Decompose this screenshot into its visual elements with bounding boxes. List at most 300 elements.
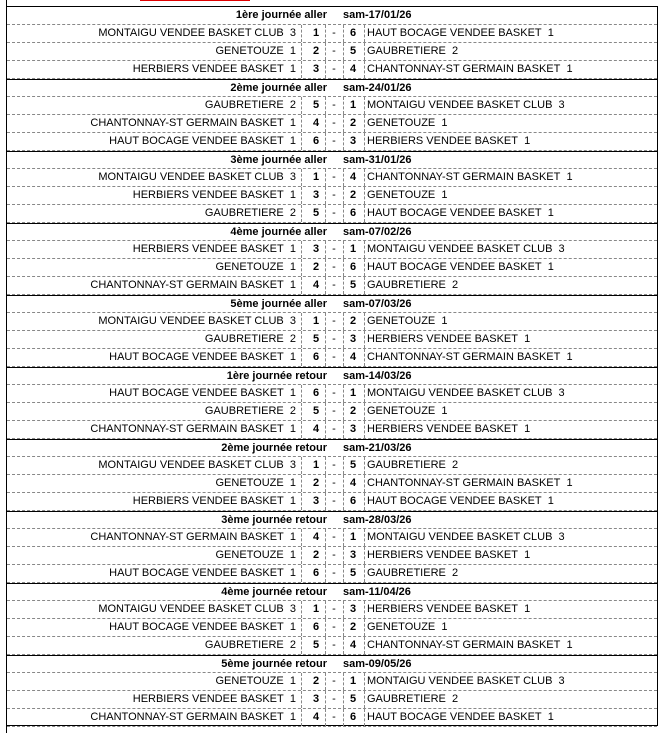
home-score: 6	[312, 351, 320, 363]
away-team-name: HAUT BOCAGE VENDEE BASKET	[367, 261, 542, 273]
home-team	[7, 421, 296, 438]
away-team-number: 2	[451, 279, 459, 291]
round-title: 1ère journée retour	[226, 370, 327, 382]
home-team	[7, 169, 296, 186]
away-team	[367, 457, 657, 474]
score-separator: -	[332, 27, 336, 39]
match-row	[7, 97, 657, 115]
home-team	[7, 349, 296, 366]
cell-divider	[364, 547, 365, 564]
home-team-number: 1	[289, 495, 296, 507]
away-team-name: CHANTONNAY-ST GERMAIN BASKET	[367, 477, 561, 489]
away-team-name: CHANTONNAY-ST GERMAIN BASKET	[367, 63, 561, 75]
cell-divider	[301, 97, 302, 114]
cell-divider	[364, 619, 365, 636]
home-team-number: 1	[289, 189, 296, 201]
home-team	[7, 385, 296, 402]
score-separator: -	[332, 171, 336, 183]
away-team-name: GAUBRETIERE	[367, 567, 446, 579]
match-row	[7, 187, 657, 205]
away-team-number: 3	[558, 387, 565, 399]
cell-divider	[301, 457, 302, 474]
away-team-name: HAUT BOCAGE VENDEE BASKET	[367, 495, 542, 507]
away-team	[367, 709, 657, 726]
home-team-name: GENETOUZE	[215, 45, 284, 57]
match-row	[7, 637, 657, 655]
score-separator: -	[332, 531, 336, 543]
match-row	[7, 547, 657, 565]
round-date: sam-21/03/26	[343, 442, 412, 454]
round-date: sam-07/02/26	[343, 226, 412, 238]
away-team	[367, 43, 657, 60]
away-team-name: HAUT BOCAGE VENDEE BASKET	[367, 711, 542, 723]
score-separator: -	[332, 405, 336, 417]
home-team	[7, 133, 296, 150]
away-team	[367, 403, 657, 420]
away-team-name: CHANTONNAY-ST GERMAIN BASKET	[367, 639, 561, 651]
home-team	[7, 565, 296, 582]
home-team	[7, 241, 296, 258]
away-team-name: GAUBRETIERE	[367, 279, 446, 291]
away-team	[367, 601, 657, 618]
away-team	[367, 25, 657, 42]
home-score: 1	[312, 171, 320, 183]
home-team-name: MONTAIGU VENDEE BASKET CLUB	[98, 315, 284, 327]
cell-divider	[364, 43, 365, 60]
home-team-name: CHANTONNAY-ST GERMAIN BASKET	[90, 711, 284, 723]
home-score: 1	[312, 315, 320, 327]
home-team-number: 1	[289, 567, 296, 579]
cell-divider	[364, 259, 365, 276]
score-separator: -	[332, 675, 336, 687]
away-team-name: MONTAIGU VENDEE BASKET CLUB	[367, 243, 553, 255]
score-separator: -	[332, 243, 336, 255]
home-team-name: CHANTONNAY-ST GERMAIN BASKET	[90, 531, 284, 543]
home-team	[7, 709, 296, 726]
away-team-name: CHANTONNAY-ST GERMAIN BASKET	[367, 171, 561, 183]
round-title: 4ème journée aller	[230, 226, 327, 238]
away-score: 6	[349, 495, 357, 507]
score-separator: -	[332, 603, 336, 615]
round-date: sam-09/05/26	[343, 658, 412, 670]
home-team-name: GAUBRETIERE	[204, 639, 284, 651]
home-team-number: 1	[289, 351, 296, 363]
round-date: sam-24/01/26	[343, 82, 412, 94]
cell-divider	[301, 619, 302, 636]
away-team-number: 1	[547, 495, 554, 507]
home-score: 4	[312, 423, 320, 435]
schedule-body	[7, 7, 657, 727]
away-team	[367, 673, 657, 690]
round-header	[7, 655, 657, 673]
cell-divider	[364, 529, 365, 546]
round-header	[7, 223, 657, 241]
cell-divider	[364, 205, 365, 222]
home-team	[7, 25, 296, 42]
home-team-name: GAUBRETIERE	[204, 333, 284, 345]
cell-divider	[364, 313, 365, 330]
away-team-number: 3	[558, 243, 565, 255]
away-score: 4	[349, 63, 357, 75]
away-team	[367, 205, 657, 222]
round-title: 5ème journée retour	[221, 658, 327, 670]
home-team-number: 2	[289, 405, 296, 417]
cell-divider	[301, 709, 302, 726]
round-date: sam-11/04/26	[343, 586, 411, 598]
away-team-name: HAUT BOCAGE VENDEE BASKET	[367, 207, 542, 219]
score-separator: -	[332, 279, 336, 291]
home-team-name: CHANTONNAY-ST GERMAIN BASKET	[90, 279, 284, 291]
away-team	[367, 385, 657, 402]
cell-divider	[301, 259, 302, 276]
cell-divider	[364, 493, 365, 510]
match-row	[7, 529, 657, 547]
away-team	[367, 97, 657, 114]
home-team	[7, 637, 296, 654]
home-team	[7, 619, 296, 636]
home-score: 2	[312, 261, 320, 273]
home-team-name: HAUT BOCAGE VENDEE BASKET	[109, 621, 284, 633]
home-team-number: 3	[289, 171, 296, 183]
home-team	[7, 529, 296, 546]
cell-divider	[364, 601, 365, 618]
home-team-number: 1	[289, 693, 296, 705]
cell-divider	[364, 709, 365, 726]
away-team-number: 3	[558, 531, 565, 543]
away-score: 4	[349, 639, 357, 651]
round-header	[7, 151, 657, 169]
cell-divider	[364, 61, 365, 78]
score-separator: -	[332, 639, 336, 651]
cell-divider	[364, 277, 365, 294]
round-date: sam-28/03/26	[343, 514, 412, 526]
match-row	[7, 331, 657, 349]
cell-divider	[364, 331, 365, 348]
home-team-name: CHANTONNAY-ST GERMAIN BASKET	[90, 423, 284, 435]
score-separator: -	[332, 207, 336, 219]
home-team-name: HERBIERS VENDEE BASKET	[132, 63, 284, 75]
home-team	[7, 331, 296, 348]
cell-divider	[364, 421, 365, 438]
away-team-number: 1	[524, 423, 531, 435]
right-edge-strip	[659, 6, 664, 726]
home-score: 4	[312, 711, 320, 723]
home-team-name: GENETOUZE	[215, 261, 284, 273]
away-team	[367, 547, 657, 564]
cell-divider	[301, 565, 302, 582]
round-header	[7, 367, 657, 385]
score-separator: -	[332, 477, 336, 489]
cell-divider	[301, 241, 302, 258]
home-team-name: GAUBRETIERE	[204, 405, 284, 417]
home-team-number: 1	[289, 387, 296, 399]
cell-divider	[364, 349, 365, 366]
score-separator: -	[332, 63, 336, 75]
away-team	[367, 475, 657, 492]
cell-divider	[301, 403, 302, 420]
score-separator: -	[332, 549, 336, 561]
away-score: 5	[349, 459, 357, 471]
home-team-name: HERBIERS VENDEE BASKET	[132, 189, 284, 201]
round-date: sam-07/03/26	[343, 298, 412, 310]
home-team-name: MONTAIGU VENDEE BASKET CLUB	[98, 459, 284, 471]
away-score: 3	[349, 333, 357, 345]
home-score: 6	[312, 621, 320, 633]
home-score: 5	[312, 207, 320, 219]
round-header	[7, 583, 657, 601]
away-team-number: 1	[566, 639, 573, 651]
away-team-number: 1	[441, 621, 448, 633]
cell-divider	[301, 691, 302, 708]
home-team-number: 1	[289, 531, 296, 543]
cell-divider	[364, 187, 365, 204]
home-score: 3	[312, 243, 320, 255]
home-team-name: HERBIERS VENDEE BASKET	[132, 243, 284, 255]
away-team-number: 2	[451, 45, 459, 57]
away-team	[367, 565, 657, 582]
home-team-name: GENETOUZE	[215, 675, 284, 687]
away-team-number: 1	[566, 171, 573, 183]
home-team	[7, 277, 296, 294]
cell-divider	[301, 601, 302, 618]
score-separator: -	[332, 351, 336, 363]
cropped-title	[140, 0, 250, 1]
away-team-number: 1	[547, 711, 554, 723]
home-team-number: 1	[289, 63, 296, 75]
home-team	[7, 205, 296, 222]
away-team-number: 1	[441, 117, 448, 129]
score-separator: -	[332, 495, 336, 507]
score-separator: -	[332, 189, 336, 201]
cell-divider	[364, 673, 365, 690]
away-team-name: GAUBRETIERE	[367, 693, 446, 705]
home-team	[7, 97, 296, 114]
away-team	[367, 115, 657, 132]
home-score: 3	[312, 495, 320, 507]
home-team-number: 1	[289, 675, 296, 687]
home-score: 4	[312, 531, 320, 543]
away-team	[367, 259, 657, 276]
home-team-name: MONTAIGU VENDEE BASKET CLUB	[98, 27, 284, 39]
home-score: 5	[312, 405, 320, 417]
cell-divider	[364, 25, 365, 42]
home-team-name: HAUT BOCAGE VENDEE BASKET	[109, 351, 284, 363]
cell-divider	[364, 169, 365, 186]
away-team-number: 1	[441, 315, 448, 327]
away-score: 6	[349, 207, 357, 219]
cell-divider	[301, 475, 302, 492]
away-team-name: HERBIERS VENDEE BASKET	[367, 135, 518, 147]
cell-divider	[364, 457, 365, 474]
away-team	[367, 169, 657, 186]
home-team-number: 2	[289, 639, 296, 651]
away-score: 2	[349, 315, 357, 327]
away-team-name: GENETOUZE	[367, 315, 436, 327]
home-team-name: HAUT BOCAGE VENDEE BASKET	[109, 387, 284, 399]
home-team-name: HERBIERS VENDEE BASKET	[132, 495, 284, 507]
home-score: 1	[312, 459, 320, 471]
home-score: 2	[312, 549, 320, 561]
match-row	[7, 349, 657, 367]
cell-divider	[301, 421, 302, 438]
home-score: 2	[312, 45, 320, 57]
away-team-name: MONTAIGU VENDEE BASKET CLUB	[367, 675, 553, 687]
home-team	[7, 115, 296, 132]
away-score: 6	[349, 261, 357, 273]
score-separator: -	[332, 117, 336, 129]
away-team-number: 1	[524, 333, 531, 345]
home-team	[7, 493, 296, 510]
away-score: 6	[349, 27, 357, 39]
cell-divider	[364, 241, 365, 258]
match-row	[7, 259, 657, 277]
home-team	[7, 187, 296, 204]
cell-divider	[301, 169, 302, 186]
match-row	[7, 277, 657, 295]
match-row	[7, 601, 657, 619]
cell-divider	[301, 493, 302, 510]
home-score: 4	[312, 117, 320, 129]
away-score: 1	[349, 99, 357, 111]
away-team-name: GAUBRETIERE	[367, 459, 446, 471]
cell-divider	[301, 529, 302, 546]
round-title: 2ème journée retour	[221, 442, 327, 454]
cell-divider	[301, 277, 302, 294]
match-row	[7, 403, 657, 421]
home-team-name: MONTAIGU VENDEE BASKET CLUB	[98, 171, 284, 183]
away-team-name: HAUT BOCAGE VENDEE BASKET	[367, 27, 542, 39]
match-row	[7, 61, 657, 79]
home-team	[7, 43, 296, 60]
score-separator: -	[332, 45, 336, 57]
away-team-name: MONTAIGU VENDEE BASKET CLUB	[367, 99, 553, 111]
home-team	[7, 403, 296, 420]
away-team-name: HERBIERS VENDEE BASKET	[367, 549, 518, 561]
away-team	[367, 187, 657, 204]
home-team-number: 1	[289, 477, 296, 489]
away-team	[367, 529, 657, 546]
away-team-name: GENETOUZE	[367, 117, 436, 129]
score-separator: -	[332, 621, 336, 633]
match-row	[7, 475, 657, 493]
cell-divider	[364, 403, 365, 420]
home-team-name: HAUT BOCAGE VENDEE BASKET	[109, 135, 284, 147]
away-score: 2	[349, 117, 357, 129]
away-score: 1	[349, 387, 357, 399]
cell-divider	[364, 97, 365, 114]
home-team-name: HAUT BOCAGE VENDEE BASKET	[109, 567, 284, 579]
home-team-number: 1	[289, 117, 296, 129]
away-score: 2	[349, 405, 357, 417]
away-team-number: 2	[451, 567, 459, 579]
away-team-number: 1	[524, 603, 531, 615]
cell-divider	[364, 115, 365, 132]
away-team	[367, 691, 657, 708]
match-row	[7, 493, 657, 511]
home-team	[7, 259, 296, 276]
round-header	[7, 79, 657, 97]
home-team-number: 1	[289, 45, 296, 57]
home-team-name: GAUBRETIERE	[204, 207, 284, 219]
home-team-name: GENETOUZE	[215, 477, 284, 489]
round-title: 5ème journée aller	[230, 298, 327, 310]
away-score: 5	[349, 45, 357, 57]
home-team-number: 2	[289, 99, 296, 111]
match-row	[7, 241, 657, 259]
cell-divider	[364, 133, 365, 150]
away-score: 2	[349, 189, 357, 201]
home-team-number: 1	[289, 135, 296, 147]
match-row	[7, 385, 657, 403]
home-team-number: 1	[289, 423, 296, 435]
away-team-name: GENETOUZE	[367, 621, 436, 633]
home-team-name: MONTAIGU VENDEE BASKET CLUB	[98, 603, 284, 615]
home-team	[7, 691, 296, 708]
cell-divider	[364, 691, 365, 708]
home-score: 6	[312, 567, 320, 579]
match-row	[7, 565, 657, 583]
away-team	[367, 313, 657, 330]
match-row	[7, 457, 657, 475]
round-date: sam-31/01/26	[343, 154, 412, 166]
score-separator: -	[332, 423, 336, 435]
home-score: 6	[312, 387, 320, 399]
cell-divider	[301, 133, 302, 150]
cell-divider	[301, 25, 302, 42]
home-team-number: 3	[289, 603, 296, 615]
home-score: 3	[312, 63, 320, 75]
home-score: 1	[312, 27, 320, 39]
home-team-name: HERBIERS VENDEE BASKET	[132, 693, 284, 705]
home-score: 6	[312, 135, 320, 147]
home-score: 3	[312, 693, 320, 705]
cell-divider	[364, 475, 365, 492]
match-row	[7, 421, 657, 439]
match-row	[7, 313, 657, 331]
home-team-number: 1	[289, 711, 296, 723]
home-score: 2	[312, 477, 320, 489]
away-team	[367, 637, 657, 654]
away-team	[367, 349, 657, 366]
match-row	[7, 619, 657, 637]
round-title: 1ère journée aller	[235, 9, 327, 21]
away-team	[367, 133, 657, 150]
score-separator: -	[332, 459, 336, 471]
home-team-number: 2	[289, 207, 296, 219]
home-team-name: GAUBRETIERE	[204, 99, 284, 111]
score-separator: -	[332, 333, 336, 345]
round-date: sam-17/01/26	[343, 9, 412, 21]
match-row	[7, 43, 657, 61]
away-team	[367, 241, 657, 258]
away-team	[367, 61, 657, 78]
home-team	[7, 475, 296, 492]
round-title: 4ème journée retour	[221, 586, 327, 598]
home-team-number: 1	[289, 243, 296, 255]
home-team-number: 3	[289, 27, 296, 39]
score-separator: -	[332, 387, 336, 399]
round-title: 3ème journée retour	[221, 514, 327, 526]
home-team-number: 1	[289, 621, 296, 633]
cell-divider	[364, 565, 365, 582]
away-score: 1	[349, 531, 357, 543]
cell-divider	[301, 331, 302, 348]
home-team	[7, 673, 296, 690]
away-team-number: 1	[524, 135, 531, 147]
round-header	[7, 439, 657, 457]
home-score: 5	[312, 99, 320, 111]
away-score: 4	[349, 351, 357, 363]
